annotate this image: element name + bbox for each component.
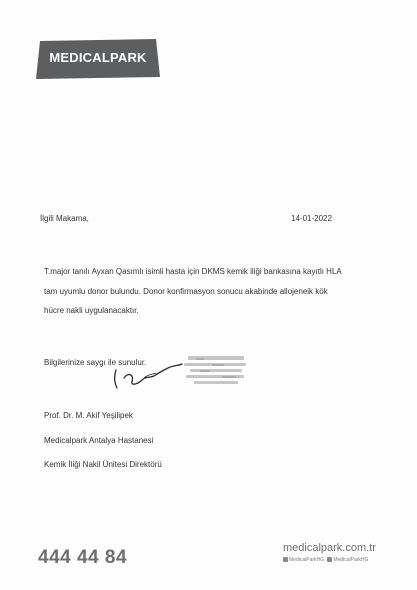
signatory-name: Prof. Dr. M. Akif Yeşilipek [44,411,133,420]
footer-social [283,557,368,563]
body-line-3: hücre nakli uygulanacaktır. [44,306,139,315]
signatory-hospital: Medicalpark Antalya Hastanesi [44,436,154,445]
twitter-icon [327,557,332,562]
greeting: İlgili Makama, [40,214,89,223]
social-handle-2: MedicalParkHG [333,557,369,563]
signature-and-stamp [104,348,264,400]
closing-line: Bilgilerinize saygı ile sunulur. [44,358,147,367]
footer-website: medicalpark.com.tr [283,542,376,554]
body-line-2: tam uyumlu donor bulundu. Donor konfirmasyon sonucu akabinde allojeneik kök [44,287,328,296]
medicalpark-logo [34,37,162,81]
letter-date: 14-01-2022 [291,214,332,223]
social-handle-1: MedicalParkHG [289,557,325,563]
signatory-title: Kemik İliği Nakil Ünitesi Direktörü [44,460,162,469]
facebook-icon [283,557,288,562]
footer-phone: 444 44 84 [38,547,128,568]
body-line-1: T.major tanılı Ayxan Qasımlı isimli hasta için DKMS kemik iliği bankasına kayıtlı HLA [44,267,342,276]
logo-text: MEDICALPARK [49,50,147,65]
